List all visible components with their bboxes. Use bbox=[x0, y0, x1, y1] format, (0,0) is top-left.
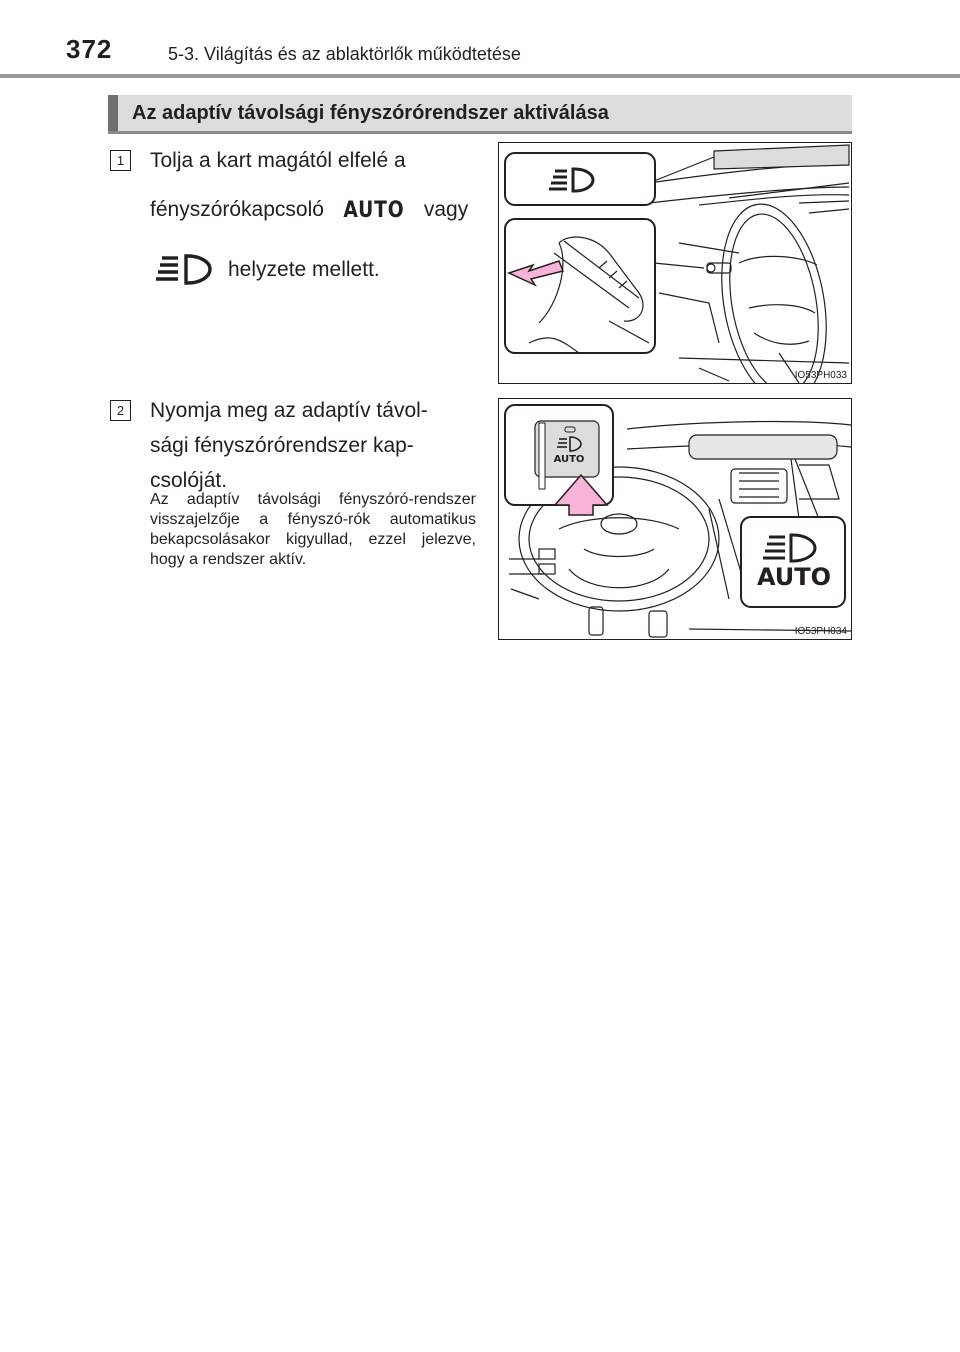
section-underline bbox=[108, 131, 852, 134]
step-1-line-2 bbox=[150, 193, 468, 227]
step-2-line-3: csolóját. bbox=[150, 469, 228, 492]
figure-code-1: IO53PH033 bbox=[794, 370, 847, 381]
page-number: 372 bbox=[66, 34, 113, 64]
section-title: Az adaptív távolsági fényszórórendszer aktiválása bbox=[132, 102, 609, 124]
step-2-note: Az adaptív távolsági fényszóró-rendszer visszajelzője a fényszó-rók automatikus bekapcsolásakor kigyullad, ezzel jelezve, hogy a rendszer aktív. bbox=[150, 491, 476, 568]
figure-code-2: IO53PH034 bbox=[794, 626, 847, 637]
section-accent bbox=[108, 95, 118, 131]
step-number-2: 2 bbox=[110, 400, 131, 421]
figure-headlight-lever bbox=[498, 142, 852, 384]
switch-auto-label: AUTO bbox=[553, 454, 585, 465]
step-2-text bbox=[150, 393, 428, 498]
step-2-line-1: Nyomja meg az adaptív távol- bbox=[150, 399, 428, 422]
headlight-icon bbox=[154, 252, 214, 288]
step-1-text-1: Tolja a kart magától elfelé a bbox=[150, 149, 406, 172]
auto-symbol: AUTO bbox=[343, 197, 405, 223]
figure-auto-label: AUTO bbox=[756, 563, 832, 591]
figure-auto-switch bbox=[498, 398, 852, 640]
header-rule bbox=[0, 74, 960, 78]
step-1-text-2: fényszórókapcsoló bbox=[150, 198, 324, 221]
section-bar bbox=[108, 95, 852, 131]
lever-illustration bbox=[499, 143, 851, 383]
switch-illustration bbox=[499, 399, 851, 639]
step-1-line-1 bbox=[150, 146, 406, 176]
chapter-title: 5-3. Világítás és az ablaktörlők működtetése bbox=[168, 44, 521, 64]
step-number-1: 1 bbox=[110, 150, 131, 171]
step-1-text-4: helyzete mellett. bbox=[228, 258, 380, 281]
step-1-line-3 bbox=[150, 252, 380, 288]
step-2-line-2: sági fényszórórendszer kap- bbox=[150, 434, 414, 457]
step-1-text-3: vagy bbox=[423, 198, 469, 221]
